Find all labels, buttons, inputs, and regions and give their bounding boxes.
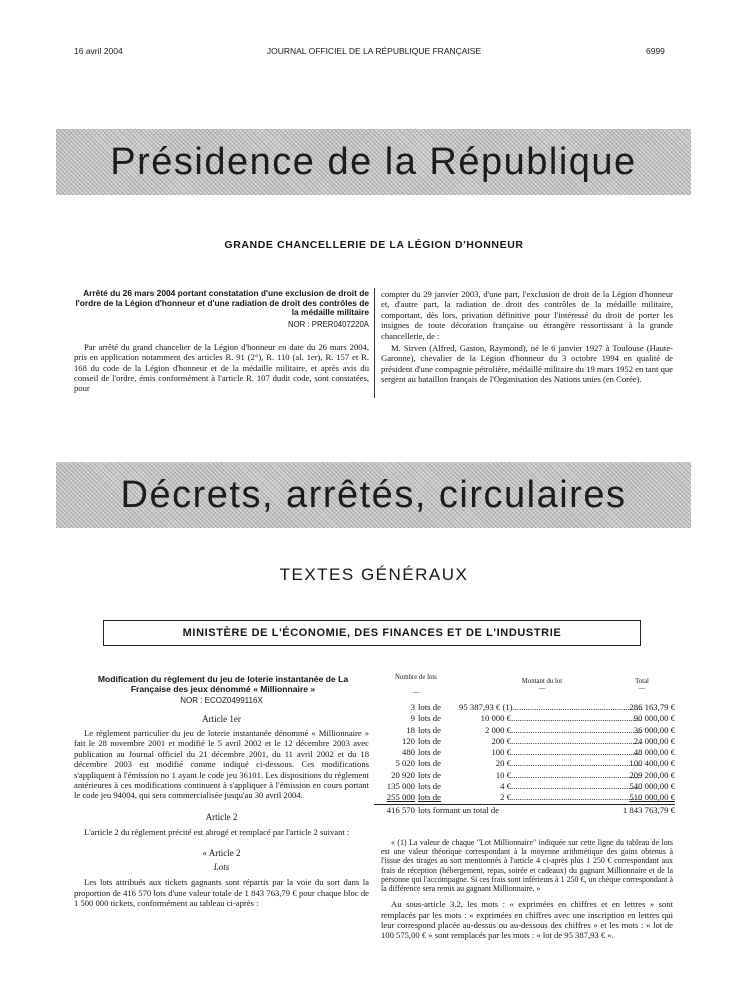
lots-de-label: lots de [418,792,459,804]
lots-de-label: lots de [418,735,441,746]
lots-count: 20 920 [391,769,415,780]
lots-de-label: lots de [418,702,441,712]
lot-total: 36 000,00 € [633,724,675,735]
lot-total: 510 000,00 € [606,792,675,804]
ministry-box [103,620,641,646]
lots-table-row [374,781,675,792]
decree-nor: NOR : ECOZ0499116X [180,696,263,705]
banner-title: Décrets, arrêtés, circulaires [120,473,627,516]
lots-de-label: lots de [418,758,441,769]
lots-count: 480 [401,747,415,758]
lots-table-row [374,702,675,713]
header-dash: — [412,689,420,696]
column-divider [374,288,375,398]
header-dash: — [638,685,646,692]
leader-dots: ............................................................ [511,781,642,792]
decree-left-column [74,674,369,908]
lot-amount [459,735,642,747]
header-date: 16 avril 2004 [74,46,123,56]
sub-article-3-2-paragraph: Au sous-article 3.2, les mots : « exprimées en chiffres et en lettres » sont remplacés par les mots : « exprimées en chiffres avec une inscription en lettres qui leur correspond placée au-dessus ou au-dessous des chiffres » et les mots : « lot de 100 575,00 € » sont remplacés par les mots : « lot de 95 387,93 € ». [381,899,673,941]
leader-dots: ............................................................ [511,792,642,803]
lots-count: 120 [401,735,415,746]
lots-count: 9 [410,713,415,724]
lots-text: Les lots attribués aux tickets gagnants sont répartis par la voie du sort dans la proportion de 416 570 lots d'une valeur totale de 1 843 763,79 € pour chaque bloc de 1 500 000 tickets, conformément au tableau ci-après : [74,877,369,909]
lots-table-total-row [374,804,675,816]
lot-amount [459,713,642,724]
lots-count: 3 [410,702,415,712]
lots-count: 135 000 [386,781,415,792]
leader-dots: ............................................................ [511,747,642,758]
leader-dots: ............................................................ [511,735,642,746]
lot-amount [459,769,642,781]
lots-table-row [374,747,675,758]
lot-total: 48 000,00 € [633,747,675,758]
ministry-name: MINISTÈRE DE L'ÉCONOMIE, DES FINANCES ET DE L'INDUSTRIE [182,627,562,639]
lots-total-label: lots formant un total de [418,804,500,815]
leader-dots: ............................................................ [511,713,642,724]
lots-table-row [374,725,675,736]
lot-total: 24 000,00 € [633,735,675,746]
lot-amount [459,747,642,758]
lot-amount-value: 20 € [495,758,511,769]
header-page-number: 6999 [646,46,665,56]
arrete-left-column [74,289,369,394]
article1-text: Le règlement particulier du jeu de loterie instantanée dénommé « Millionnaire » fait le 28 novembre 2001 et modifié le 5 avril 2002 et le 12 décembre 2003 avec publication au Journal officiel du 21 décembre 2001, du 11 avril 2002 et du 18 décembre 2003 est modifié comme indiqué ci-dessous. Ces modifications s'appliquent à l'émission no 1 ayant le code jeu 36101. Les dispositions du règlement antérieures à ces modifications continuent à s'appliquer à l'émission en cours portant le code jeu 94004, qui sera commercialisée jusqu'au 30 avril 2004. [74,728,369,801]
lot-amount-value: 2 € [500,792,511,803]
lots-de-label: lots de [418,747,441,758]
lot-amount [459,758,642,769]
lot-amount-value: 200 € [491,735,511,746]
article1-heading: Article 1er [202,714,241,724]
lot-amount-value: 10 € [495,769,511,780]
lot-amount [459,781,642,792]
lots-table-row [374,792,675,804]
lots-table-row [374,770,675,781]
column-header-nombre: Nombre de lots [395,674,437,681]
lots-table-row [374,713,675,724]
lots-total-count: 416 570 [386,804,415,815]
lot-amount-value: 2 000 € [484,724,511,735]
lot-total: 209 200,00 € [629,769,675,780]
subtitle-textes-generaux: TEXTES GÉNÉRAUX [279,565,469,584]
header-dash: — [538,685,546,692]
lots-table-header [374,672,679,702]
article2-text: L'article 2 du règlement précité est abrogé et remplacé par l'article 2 suivant : [84,826,350,837]
arrete-nor: NOR : PRER0407220A [287,319,369,329]
quoted-article2-heading: « Article 2 [202,848,241,859]
lot-amount [459,702,643,713]
lot-amount [459,724,642,736]
leader-dots: ............................................................ [512,702,643,712]
arrete-paragraph-left: Par arrêté du grand chancelier de la Légion d'honneur en date du 26 mars 2004, pris en application notamment des articles R. 91 (2°), R. 110 (al. 1er), R. 157 et R. 168 du code de la Légion d'honneur et de la médaille militaire, et après avis du conseil de l'ordre, émis conformément à l'article R. 107 dudit code, sont constatées, pour [74,341,369,394]
arrete-paragraph-right: compter du 29 janvier 2003, d'une part, l'exclusion de droit de la Légion d'honneur et, d'autre part, la radiation de droit des contrôles de la médaille militaire, comportant, dès lors, privation définitive pour l'intéressé du droit de porter les insignes de toute décoration française ou étrangère ressortissant à la grande chancellerie, de : [381,289,673,341]
column-header-total: Total [635,678,649,685]
lots-de-label: lots de [418,769,441,780]
section-banner-presidence [56,129,691,195]
decree-title: Modification du règlement du jeu de loterie instantanée de La Française des jeux dénommé « Millionnaire » [97,674,349,694]
lot-total: 100 400,00 € [629,758,675,769]
lots-count: 255 000 [374,792,418,804]
lots-count: 5 020 [395,758,415,769]
section-banner-decrets [56,462,691,528]
article2-heading: Article 2 [205,811,238,822]
leader-dots: ............................................................ [511,769,642,780]
lot-amount [459,792,642,804]
lots-table-column [374,672,679,816]
lot-total: 540 000,00 € [629,781,675,792]
lots-table [374,702,675,816]
lot-amount-value: 100 € [491,747,511,758]
lots-table-row [374,758,675,769]
footnote-block [381,838,673,941]
lot-amount-value: 10 000 € [480,713,511,724]
table-footnote: « (1) La valeur de chaque "Lot Millionnaire" indiquée sur cette ligne du tableau de lots est une valeur théorique correspondant à la moyenne arithmétique des gains obtenus à l'issue des tirages au sort mentionnés à l'article 4 ci-après plus 1 250 € correspondant aux frais de réception (hébergement, repas, soirée et cadeaux) du gagnant Millionnaire et de la personne qui l'accompagne. Si ces frais sont inférieurs à 1 250 €, un chèque correspondant à la différence sera remis au gagnant Millionnaire. » [381,838,673,894]
lot-amount-value: 4 € [500,781,511,792]
lots-heading: Lots [213,862,230,873]
lots-de-label: lots de [418,724,441,735]
lot-amount-value: 95 387,93 € (1) [459,702,513,712]
arrete-paragraph-sirven: M. Sirven (Alfred, Gaston, Raymond), né le 6 janvier 1927 à Toulouse (Haute-Garonne), chevalier de la Légion d'honneur du 3 octobre 1994 en qualité de président d'une compagnie pétrolière, médaillé militaire du 19 mars 1952 en tant que sergent au bataillon français de l'Organisation des Nations unies (en Corée). [381,343,673,385]
lots-grand-total: 1 843 763,79 € [622,804,675,815]
lot-total: 286 163,79 € [629,702,675,712]
leader-dots: ............................................................ [511,724,642,735]
header-journal-title: JOURNAL OFFICIEL DE LA RÉPUBLIQUE FRANÇAISE [266,46,482,56]
arrete-title: Arrêté du 26 mars 2004 portant constatation d'une exclusion de droit de l'ordre de la Légion d'honneur et d'une radiation de droit des contrôles de la médaille militaire [75,288,369,318]
arrete-right-column [381,289,673,385]
banner-title: Présidence de la République [110,140,637,183]
lots-count: 18 [406,724,415,735]
column-header-montant: Montant du lot [521,678,563,685]
leader-dots: ............................................................ [511,758,642,769]
lot-total: 90 000,00 € [633,713,675,724]
department-heading: GRANDE CHANCELLERIE DE LA LÉGION D'HONNEUR [224,239,524,251]
lots-de-label: lots de [418,713,441,724]
lots-table-row [374,736,675,747]
lots-de-label: lots de [418,781,441,792]
